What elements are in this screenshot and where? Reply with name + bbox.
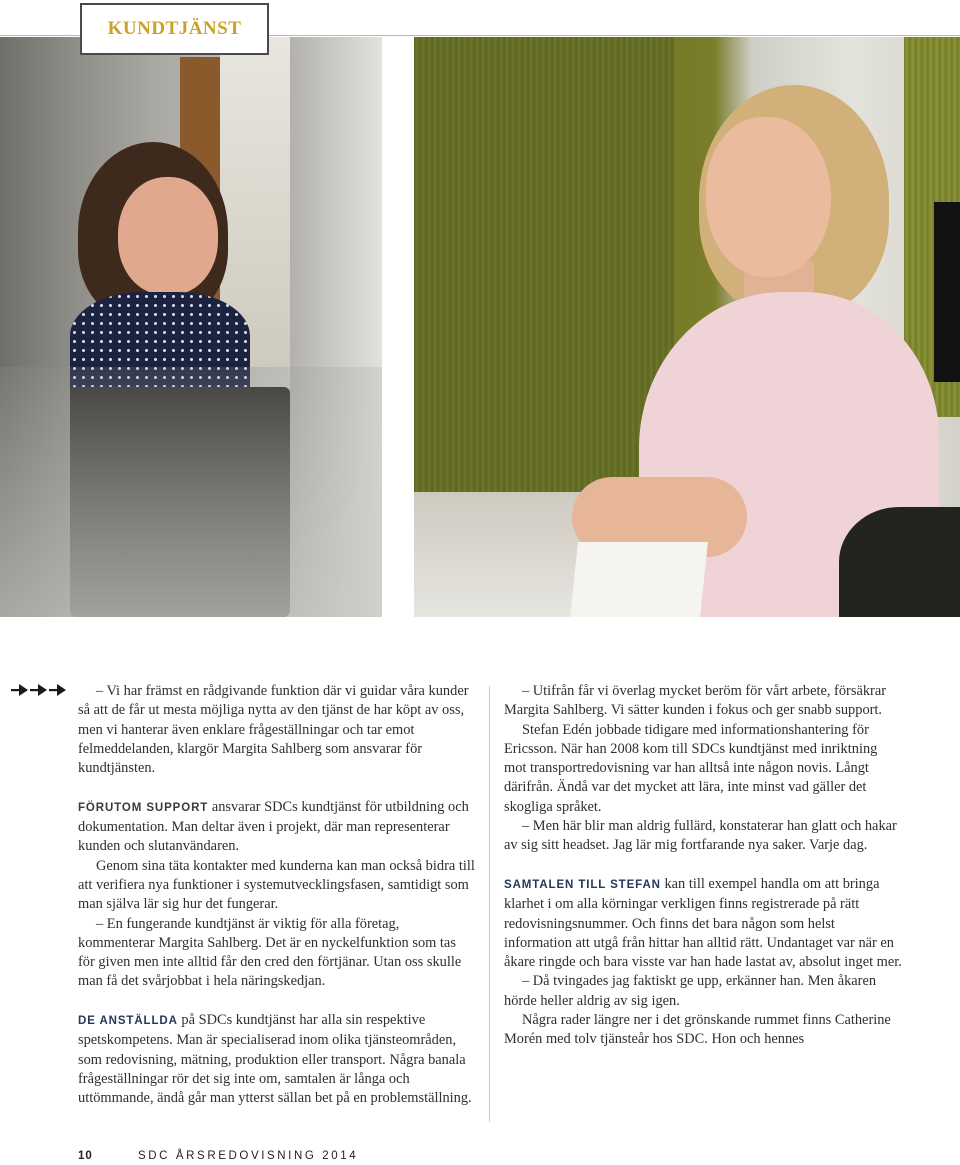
paragraph-text: ansvarar SDCs kundtjänst för utbildning och dokumentation. Man deltar även i projekt, där man representerar kunden och slutanvändaren. xyxy=(78,798,469,855)
paragraph xyxy=(78,1011,476,1108)
paragraph: – En fungerande kundtjänst är viktig för alla företag, kommenterar Margita Sahlberg. Det är en nyckelfunktion som tas för given men inte alltid får den cred den förtjänar. Utan oss skulle man få det svårjobbat i hela näringskedjan. xyxy=(78,915,462,990)
publication-title: SDC ÅRSREDOVISNING 2014 xyxy=(138,1150,359,1162)
person-face xyxy=(706,117,831,277)
paragraph: Några rader längre ner i det grönskande rummet finns Catherine Morén med tolv tjänsteår hos SDC. Hon och hennes xyxy=(504,1012,891,1048)
paragraph: Stefan Edén jobbade tidigare med informationshantering för Ericsson. När han 2008 kom till SDCs kundtjänst med inriktning mot transportredovisning var han alltså inte någon novis. Långt därifrån. Ändå var det mycket att lära, inte minst vad gäller det skogliga språket. xyxy=(504,721,878,815)
paragraph: Genom sina täta kontakter med kunderna kan man också bidra till att verifiera nya funktioner i systemutvecklingsfasen, samtidigt som man själva lär sig hur det fungerar. xyxy=(78,857,475,913)
paragraph xyxy=(78,798,476,857)
person-face xyxy=(118,177,218,295)
office-chair xyxy=(839,507,960,617)
page-number: 10 xyxy=(78,1150,93,1162)
paragraph: – Vi har främst en rådgivande funktion där vi guidar våra kunder så att de får ut mesta möjliga nytta av den tjänst de har köpt av oss, men vi hanterar även enklare frågeställningar och tar emot felmeddelanden, klargör Margita Sahlberg som ansvarar för kundtjänsten. xyxy=(78,683,469,777)
paragraph: – Då tvingades jag faktiskt ge upp, erkänner han. Men åkaren hörde heller aldrig av sig igen. xyxy=(504,973,877,1009)
lead-in: SAMTALEN TILL STEFAN xyxy=(504,878,661,891)
paragraph-text: på SDCs kundtjänst har alla sin respektive spetskompetens. Man är specialiserad inom olika tjänsteområden, som redovisning, mätning, produktion eller transport. Några banala frågeställningar rör det sig inte om, samtalen är långa och uttömmande, ändå går man ytterst sällan bet på en problemställning. xyxy=(78,1012,472,1107)
photo-woman-smiling xyxy=(414,37,960,617)
paper-sheet xyxy=(570,542,708,617)
lead-in: FÖRUTOM SUPPORT xyxy=(78,801,209,814)
photo-woman-headset xyxy=(0,37,382,617)
green-wall-panel xyxy=(414,37,674,497)
article-column-left xyxy=(78,682,476,1109)
paragraph xyxy=(504,875,902,972)
monitor-edge xyxy=(934,202,960,382)
lead-in: DE ANSTÄLLDA xyxy=(78,1015,178,1028)
triple-arrow-icon xyxy=(11,683,69,697)
foreground-blur xyxy=(0,367,382,617)
section-label: KUNDTJÄNST xyxy=(80,3,269,55)
paragraph: – Utifrån får vi överlag mycket beröm för vårt arbete, försäkrar Margita Sahlberg. Vi sätter kunden i fokus och ger snabb support. xyxy=(504,683,886,719)
paragraph-text: kan till exempel handla om att bringa klarhet i om alla körningar verkligen finns registrerade på rätt redovisningsnummer. Och finns det bara någon som helst information att utgå från hittar han alltid rätt. Undantaget var när en åkare ringde och bara visste var han hade lastat av, absolut inget mer. xyxy=(504,875,902,971)
column-divider xyxy=(489,686,490,1122)
article-column-right xyxy=(504,682,902,1050)
paragraph: – Men här blir man aldrig fullärd, konstaterar han glatt och hakar av sig sitt headset. Jag lär mig fortfarande nya saker. Varje dag. xyxy=(504,818,897,854)
